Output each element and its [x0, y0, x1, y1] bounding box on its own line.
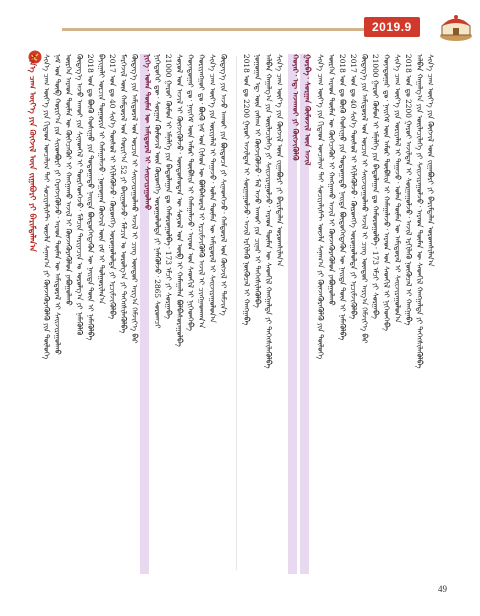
text-column: ᠮᠡᠷᠭᠡᠵᠢᠯ ᠦᠨ ᠬᠠᠮᠲᠤᠷᠠᠯ ᠤᠨ ᠬᠣᠷᠢᠶ᠎ᠠ 52 ᠶᠢ ᠪᠠᠢᠭᠤᠯᠵᠤ᠂ ᠮᠠᠯᠴᠢᠨ ᠤ ᠣᠷᠣᠯᠭ᠎ᠠ ᠶᠢ ᠳᠡᠭᠡᠭᠰᠢᠯᠡᠭᠦᠯᠪᠡ	[119, 54, 129, 334]
subhead: ᠨᠢᠭᠡ᠂ ᠣᠯᠠᠨ ᠲᠦᠮᠡᠨ ᠦ ᠠᠮᠢᠳᠤᠷᠠᠯ ᠢ ᠰᠠᠢᠵᠢᠷᠠᠭᠤᠯᠬᠤ	[143, 54, 152, 211]
text-column: ᠰᠢᠨ᠎ᠡ ᠴᠠᠭ ᠦᠶ᠎ᠡ ᠶᠢᠨ ᠬᠥᠭᠵᠢᠯ ᠦᠨ ᠵᠢᠭᠠᠪᠤᠷᠢ ᠶᠢ ᠪᠠᠷᠢᠮᠲᠠᠯᠠᠨ ᠤᠷᠤᠭᠰᠢᠯᠠᠨ᠎ᠠ	[275, 54, 285, 267]
text-column: ᠥᠷᠭᠡᠨ ᠠᠷᠠᠳ ᠲᠦᠮᠡᠨ ᠦ ᠬᠥᠬᠡᠴᠡᠭᠦᠷ ᠢ ᠬᠠᠩᠭᠠᠬᠤ ᠠᠵᠢᠯ ᠢ ᠭᠦᠨᠵᠡᠭᠦᠷᠡᠭᠦᠯᠦᠨ ᠶᠠᠪᠤᠭᠤᠯᠬᠤ	[64, 54, 74, 306]
text-column: ᠨᠣᠭᠣᠭᠠᠨ ᠡᠳ᠋ ᠦᠨ ᠵᠠᠰᠠᠭ ᠢ ᠬᠥᠭᠵᠢᠭᠦᠯᠵᠦ᠂ ᠮᠠᠯ ᠠᠵᠤ ᠠᠬᠤᠢ ᠶᠢᠨ ᠴᠢᠨᠠᠷ ᠢ ᠳᠡᠭᠡᠭᠰᠢᠯᠡᠭᠦᠯᠪᠡ	[253, 54, 263, 308]
subhead: ᠭᠤᠷᠪᠠ᠂ ᠰᠤᠷᠭᠠᠨ ᠬᠦᠮᠦᠵᠢᠯ ᠦᠨ ᠠᠵᠢᠯ	[303, 54, 312, 166]
subhead: ᠬᠣᠶᠠᠷ᠂ ᠡᠳ᠋ ᠠᠵᠠᠬᠤᠢ ᠶᠢ ᠬᠥᠭᠵᠢᠭᠦᠯᠬᠦ	[291, 54, 300, 161]
text-column: 2018 ᠣᠨ ᠳᠤ ᠪᠦᠬᠦ ᠬᠣᠰᠢᠭᠤ ᠶᠢᠨ ᠳᠣᠲᠣᠭᠠᠳᠤ ᠨᠡᠢᠲᠡ ᠪᠦᠲᠦᠭᠡᠭᠳᠡᠬᠦᠨ ᠦ ᠨᠡᠢᠲᠡ ᠳᠦᠨ ᠢ ᠨᠡᠮᠡᠭᠦᠯᠪᠡ	[338, 54, 348, 341]
text-column: ᠠᠯᠪᠠᠨ ᠬᠠᠭᠠᠯᠭ᠎ᠠ ᠶᠢᠨ ᠦᠢᠯᠡᠴᠢᠯᠡᠭᠡ ᠶᠢ ᠰᠠᠢᠵᠢᠷᠠᠭᠤᠯᠵᠤ᠂ ᠠᠷᠠᠳ ᠲᠦᠮᠡᠨ ᠦ ᠰᠡᠳᠬᠢᠯ ᠬᠠᠩᠭᠠᠯᠲᠠ ᠶᠢ ᠳᠡᠭᠡᠭᠰᠢᠯᠡᠭᠦᠯᠪᠡ	[264, 54, 274, 369]
text-column: 21000 ᠭᠠᠷᠤᠢ ᠬᠦᠮᠦᠨ ᠢ ᠡᠮᠨᠡᠯᠭᠡ ᠶᠢᠨ ᠪᠠᠲᠤᠯᠠᠭᠠᠨ ᠳᠤ ᠬᠠᠮᠤᠷᠤᠭᠤᠯᠪᠠ᠂ 173 ᠡᠮᠴᠢ ᠶᠢ ᠰᠤᠷᠭᠠᠪᠠ	[164, 54, 174, 319]
yurt-icon	[438, 9, 474, 43]
text-column: ᠠᠯᠪᠠᠨ ᠬᠠᠭᠠᠯᠭ᠎ᠠ ᠶᠢᠨ ᠦᠢᠯᠡᠴᠢᠯᠡᠭᠡ ᠶᠢ ᠰᠠᠢᠵᠢᠷᠠᠭᠤᠯᠵᠤ᠂ ᠠᠷᠠᠳ ᠲᠦᠮᠡᠨ ᠦ ᠰᠡᠳᠬᠢᠯ ᠬᠠᠩᠭᠠᠯᠲᠠ ᠶᠢ ᠳᠡᠭᠡᠭᠰᠢᠯᠡᠭᠦᠯᠪᠡ	[415, 54, 425, 369]
text-column: ᠨᠠᠮ ᠤᠨ ᠲᠥᠪ ᠬᠣᠷᠢᠶ᠎ᠠ ᠶᠢᠨ ᠰᠢᠢᠳᠪᠦᠷᠢ ᠶᠢ ᠬᠡᠷᠡᠭᠵᠢᠭᠦᠯᠵᠦ᠂ ᠠᠷᠠᠳ ᠲᠦᠮᠡᠨ ᠦ ᠠᠮᠢᠳᠤᠷᠠᠯ ᠢ ᠰᠠᠢᠵᠢᠷᠠᠭᠤᠯᠬᠤ	[53, 54, 63, 355]
text-column: ᠬᠤᠶᠠᠳᠤᠭᠠᠷ ᠳᠤ᠂ ᠨᠡᠢᠭᠡᠮ ᠦᠨ ᠠᠮᠤᠷ ᠲᠦᠪᠰᠢᠨ ᠢ ᠬᠠᠮᠠᠭᠠᠯᠠᠵᠤ᠂ ᠠᠷᠠᠳ ᠤᠨ ᠰᠡᠳᠬᠢᠯ ᠢ ᠨᠢᠭᠡᠳᠬᠡᠪᠡ	[382, 54, 392, 331]
article-title-column	[28, 54, 38, 574]
text-column: ᠰᠣᠶᠣᠯ ᠤᠨ ᠠᠵᠢᠯ ᠢ ᠬᠥᠭᠵᠢᠭᠦᠯᠵᠦ᠂ ᠦᠨᠳᠦᠰᠦᠲᠡᠨ ᠦ ᠰᠣᠶᠣᠯ ᠤᠨ ᠥᠪ ᠢ ᠬᠠᠮᠠᠭᠠᠯᠠᠨ ᠪᠣᠯᠪᠠᠰᠤᠷᠠᠭᠤᠯᠪᠠ	[175, 54, 185, 347]
text-column: 2018 ᠣᠨ ᠳᠤ 2200 ᠭᠠᠷᠤᠢ ᠠᠵᠢᠯᠲᠠᠨ ᠢ ᠰᠤᠷᠭᠠᠭᠤᠯᠵᠤ᠂ ᠠᠵᠢᠯ ᠡᠷᠬᠢᠯᠡᠬᠦ ᠨᠥᠬᠥᠴᠡᠯ ᠢ ᠬᠠᠩᠭᠠᠪᠠ	[242, 54, 252, 326]
text-column: ᠬᠥᠳᠡᠭ᠎ᠡ ᠶᠢᠨ ᠠᠵᠤ ᠠᠬᠤᠢ ᠶᠢᠨ ᠪᠦᠲᠦᠴᠡ ᠶᠢ ᠰᠢᠨᠡᠳᠬᠡᠵᠦ᠂ ᠬᠠᠮᠲᠤᠷᠠᠯ ᠤᠨ ᠬᠥᠭᠵᠢᠯ ᠢ ᠳᠡᠮᠵᠢᠨ᠎ᠡ	[219, 54, 229, 316]
text-column: ᠰᠢᠨ᠎ᠡ ᠴᠠᠭ ᠦᠶ᠎ᠡ ᠶᠢᠨ ᠬᠢᠲᠠᠳ ᠣᠨᠴᠠᠯᠢᠭ ᠲᠠᠢ ᠰᠣᠴᠢᠶᠠᠯᠢᠰᠲ ᠦᠵᠯᠡ ᠰᠠᠨᠠᠭ᠎ᠠ ᠶᠢ ᠭᠦᠨᠵᠡᠭᠦᠷᠡᠭᠦᠯᠬᠦ ᠶᠢᠨ ᠲᠥᠯᠥᠭᠡ	[42, 54, 52, 360]
text-column: ᠥᠷᠭᠡᠨ ᠠᠷᠠᠳ ᠲᠦᠮᠡᠨ ᠦ ᠬᠥᠬᠡᠴᠡᠭᠦᠷ ᠢ ᠬᠠᠩᠭᠠᠬᠤ ᠠᠵᠢᠯ ᠢ ᠭᠦᠨᠵᠡᠭᠦᠷᠡᠭᠦᠯᠦᠨ ᠶᠠᠪᠤᠭᠤᠯᠬᠤ	[327, 54, 337, 306]
header-rule	[62, 28, 374, 31]
text-column: 2018 ᠣᠨ ᠳᠤ 2200 ᠭᠠᠷᠤᠢ ᠠᠵᠢᠯᠲᠠᠨ ᠢ ᠰᠤᠷᠭᠠᠭᠤᠯᠵᠤ᠂ ᠠᠵᠢᠯ ᠡᠷᠬᠢᠯᠡᠬᠦ ᠨᠥᠬᠥᠴᠡᠯ ᠢ ᠬᠠᠩᠭᠠᠪᠠ	[404, 54, 414, 326]
text-column: ᠰᠢᠨ᠎ᠡ ᠴᠠᠭ ᠦᠶ᠎ᠡ ᠶᠢᠨ ᠬᠢᠲᠠᠳ ᠣᠨᠴᠠᠯᠢᠭ ᠲᠠᠢ ᠰᠣᠴᠢᠶᠠᠯᠢᠰᠲ ᠦᠵᠯᠡ ᠰᠠᠨᠠᠭ᠎ᠠ ᠶᠢ ᠭᠦᠨᠵᠡᠭᠦᠷᠡᠭᠦᠯᠬᠦ ᠶᠢᠨ ᠲᠥᠯᠥᠭᠡ	[316, 54, 326, 360]
text-column: ᠬᠤᠶᠠᠳᠤᠭᠠᠷ ᠳᠤ᠂ ᠨᠡᠢᠭᠡᠮ ᠦᠨ ᠠᠮᠤᠷ ᠲᠦᠪᠰᠢᠨ ᠢ ᠬᠠᠮᠠᠭᠠᠯᠠᠵᠤ᠂ ᠠᠷᠠᠳ ᠤᠨ ᠰᠡᠳᠬᠢᠯ ᠢ ᠨᠢᠭᠡᠳᠬᠡᠪᠡ	[186, 54, 196, 331]
text-column: ᠬᠦᠳᠡᠭ᠎ᠡ ᠶᠢᠨ ᠠᠮᠢᠳᠤᠷᠠᠯ ᠤᠨ ᠣᠷᠴᠢᠨ ᠢ ᠰᠠᠢᠵᠢᠷᠠᠭᠤᠯᠬᠤ ᠠᠵᠢᠯ ᠢ ᠴᠢᠩ ᠥᠨᠳᠥᠷ ᠠᠷᠭ᠎ᠠ ᠬᠡᠮᠵᠢᠶ᠎ᠡ ᠪᠡᠷ	[130, 54, 140, 344]
text-column: ᠬᠦᠳᠡᠭ᠎ᠡ ᠶᠢᠨ ᠠᠮᠢᠳᠤᠷᠠᠯ ᠤᠨ ᠣᠷᠴᠢᠨ ᠢ ᠰᠠᠢᠵᠢᠷᠠᠭᠤᠯᠬᠤ ᠠᠵᠢᠯ ᠢ ᠴᠢᠩ ᠥᠨᠳᠥᠷ ᠠᠷᠭ᠎ᠠ ᠬᠡᠮᠵᠢᠶ᠎ᠡ ᠪᠡᠷ	[360, 54, 370, 344]
text-column: ᠰᠢᠨ᠎ᠡ ᠴᠠᠭ ᠦᠶ᠎ᠡ ᠶᠢᠨ ᠤᠷᠢᠶᠠᠯᠠᠯ ᠢ ᠳᠠᠭᠠᠵᠤ᠂ ᠣᠯᠠᠨ ᠲᠦᠮᠡᠨ ᠦ ᠠᠮᠢᠳᠤᠷᠠᠯ ᠢ ᠰᠠᠢᠵᠢᠷᠠᠭᠤᠯᠤᠨ᠎ᠠ	[208, 54, 218, 323]
article-body	[26, 54, 446, 574]
text-column: 2017 ᠣᠨ ᠳᠤ 40 ᠰᠢᠨ᠎ᠡ ᠲᠥᠰᠥᠯ ᠢ ᠡᠬᠢᠯᠡᠭᠦᠯᠵᠦ᠂ ᠬᠥᠷᠥᠩᠭᠡ ᠣᠷᠣᠭᠤᠯᠤᠯᠲᠠ ᠶᠢ ᠡᠷᠴᠢᠮᠵᠢᠭᠦᠯᠪᠡ	[108, 54, 118, 320]
text-column: ᠬᠥᠳᠡᠭ᠎ᠡ ᠠᠵᠤ ᠠᠬᠤᠢ ᠶᠢᠨ ᠰᠢᠨᠡᠳᠬᠡᠯ ᠢ ᠲᠦᠷᠭᠡᠳᠬᠡᠵᠦ᠂ ᠮᠠᠯᠴᠢᠨ ᠲᠠᠷᠢᠶᠠᠴᠢᠨ ᠤ ᠣᠷᠣᠯᠭ᠎ᠠ ᠶᠢ ᠨᠡᠮᠡᠭᠦᠯᠬᠦ	[75, 54, 85, 336]
text-column: ᠬᠤᠷᠢᠶᠠᠩᠭᠤᠢ ᠳᠤ᠂ ᠪᠦᠬᠦ ᠨᠠᠮ ᠤᠨ ᠭᠢᠰᠦᠨ ᠦ ᠪᠣᠯᠪᠠᠰᠤᠷᠠᠯ ᠢ ᠡᠷᠴᠢᠮᠵᠢᠭᠦᠯᠬᠦ ᠠᠵᠢᠯ ᠢ ᠴᠢᠩᠭᠠᠳᠬᠠᠨ᠎ᠠ	[197, 54, 207, 329]
text-column: 2017 ᠣᠨ ᠳᠤ 40 ᠰᠢᠨ᠎ᠡ ᠲᠥᠰᠥᠯ ᠢ ᠡᠬᠢᠯᠡᠭᠦᠯᠵᠦ᠂ ᠬᠥᠷᠥᠩᠭᠡ ᠣᠷᠣᠭᠤᠯᠤᠯᠲᠠ ᠶᠢ ᠡᠷᠴᠢᠮᠵᠢᠭᠦᠯᠪᠡ	[349, 54, 359, 320]
text-column: ᠨᠢᠭᠡᠳᠦᠭᠡᠷ ᠳᠦ᠂ ᠰᠤᠷᠭᠠᠨ ᠬᠦᠮᠦᠵᠢᠯ ᠦᠨ ᠬᠥᠷᠥᠩᠭᠡ ᠣᠷᠣᠭᠤᠯᠤᠯᠲᠠ ᠶᠢ ᠨᠡᠮᠡᠭᠦᠯᠵᠦ᠂ 2865 ᠰᠤᠷᠤᠭᠴᠢ	[153, 54, 163, 329]
text-column: ᠰᠢᠨ᠎ᠡ ᠴᠠᠭ ᠦᠶ᠎ᠡ ᠶᠢᠨ ᠬᠥᠭᠵᠢᠯ ᠦᠨ ᠵᠢᠭᠠᠪᠤᠷᠢ ᠶᠢ ᠪᠠᠷᠢᠮᠲᠠᠯᠠᠨ ᠤᠷᠤᠭᠰᠢᠯᠠᠨ᠎ᠠ	[426, 54, 436, 267]
text-column: 21000 ᠭᠠᠷᠤᠢ ᠬᠦᠮᠦᠨ ᠢ ᠡᠮᠨᠡᠯᠭᠡ ᠶᠢᠨ ᠪᠠᠲᠤᠯᠠᠭᠠᠨ ᠳᠤ ᠬᠠᠮᠤᠷᠤᠭᠤᠯᠪᠠ᠂ 173 ᠡᠮᠴᠢ ᠶᠢ ᠰᠤᠷᠭᠠᠪᠠ	[371, 54, 381, 319]
article-title: ᠰᠢᠨ᠎ᠡ ᠴᠠᠭ ᠦᠶ᠎ᠡ ᠶᠢᠨ ᠬᠥᠭᠵᠢᠯ ᠦᠨ ᠵᠢᠭᠠᠪᠤᠷᠢ ᠶᠢ ᠪᠠᠷᠢᠮᠲᠠᠯᠠᠨ᠎ᠠ	[28, 54, 38, 252]
text-column: ᠪᠠᠶᠢᠭᠠᠯᠢ ᠣᠷᠴᠢᠨ ᠲᠣᠭᠣᠷᠢᠨ ᠢ ᠬᠠᠮᠠᠭᠠᠯᠠᠵᠤ᠂ ᠨᠣᠭᠣᠭᠠᠨ ᠬᠥᠭᠵᠢᠯ ᠦᠨ ᠵᠠᠮ ᠢ ᠲᠤᠯᠭᠤᠷᠢᠯᠠᠨ᠎ᠠ	[97, 54, 107, 304]
issue-label: 2019.9	[364, 17, 420, 37]
text-column: ᠰᠢᠨ᠎ᠡ ᠴᠠᠭ ᠦᠶ᠎ᠡ ᠶᠢᠨ ᠤᠷᠢᠶᠠᠯᠠᠯ ᠢ ᠳᠠᠭᠠᠵᠤ᠂ ᠣᠯᠠᠨ ᠲᠦᠮᠡᠨ ᠦ ᠠᠮᠢᠳᠤᠷᠠᠯ ᠢ ᠰᠠᠢᠵᠢᠷᠠᠭᠤᠯᠤᠨ᠎ᠠ	[393, 54, 403, 323]
page-number: 49	[438, 584, 447, 594]
text-column: 2018 ᠣᠨ ᠳᠤ ᠪᠦᠬᠦ ᠬᠣᠰᠢᠭᠤ ᠶᠢᠨ ᠳᠣᠲᠣᠭᠠᠳᠤ ᠨᠡᠢᠲᠡ ᠪᠦᠲᠦᠭᠡᠭᠳᠡᠬᠦᠨ ᠦ ᠨᠡᠢᠲᠡ ᠳᠦᠨ ᠢ ᠨᠡᠮᠡᠭᠦᠯᠪᠡ	[86, 54, 96, 341]
issue-badge	[356, 9, 476, 43]
